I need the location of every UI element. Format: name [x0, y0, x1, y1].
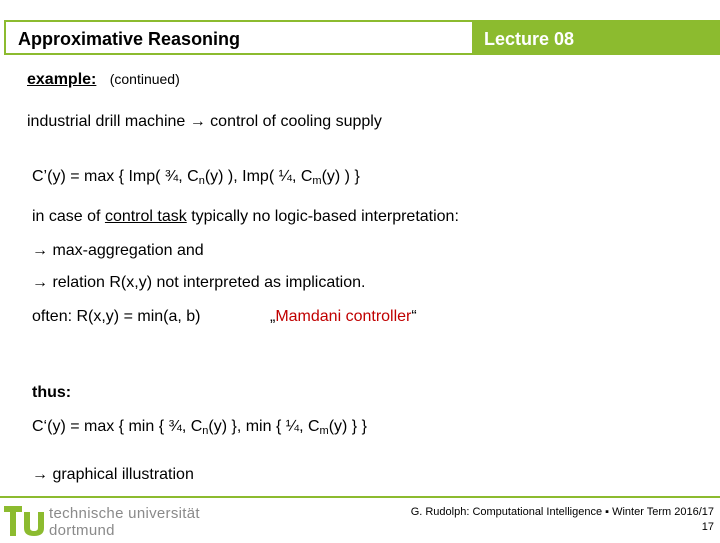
title-box — [4, 20, 472, 55]
continued-label: (continued) — [109, 71, 180, 87]
case-post: typically no logic-based interpretation: — [186, 208, 459, 225]
formula-min-part2: (y) }, min { ¼, C — [208, 418, 320, 435]
lecture-label: Lecture 08 — [484, 29, 575, 49]
formula-imp-sub1: n — [198, 175, 205, 187]
footer-divider — [0, 496, 720, 498]
control-task-term: control task — [104, 208, 187, 225]
example-label: example: — [27, 71, 97, 88]
mamdani-line — [270, 308, 417, 326]
example-heading — [27, 71, 180, 89]
relation-line: → relation R(x,y) not interpreted as implication. — [32, 274, 366, 291]
intro-line: industrial drill machine → control of cooling supply — [27, 113, 382, 130]
formula-imp-sub2: m — [312, 175, 322, 187]
tu-dortmund-logo — [2, 502, 202, 540]
quote-open: „ — [270, 308, 276, 325]
footer-credit-line: G. Rudolph: Computational Intelligence ▪ Winter Term 2016/17 — [410, 506, 714, 518]
page-number: 17 — [701, 521, 714, 533]
quote-close: “ — [411, 308, 417, 325]
case-line — [32, 208, 459, 226]
tu-logo-icon — [2, 502, 48, 538]
logo-university: technische universität — [49, 505, 200, 522]
max-aggregation-line: → max-aggregation and — [32, 242, 204, 259]
graphical-illustration-line: → graphical illustration — [32, 466, 194, 483]
formula-imp-part2: (y) ), Imp( ¼, C — [204, 168, 313, 185]
formula-min — [32, 418, 367, 437]
formula-imp — [32, 168, 360, 187]
thus-label: thus: — [32, 384, 72, 401]
footer-credit — [411, 505, 714, 535]
often-line: often: R(x,y) = min(a, b) — [32, 308, 201, 325]
formula-min-part3: (y) } } — [328, 418, 367, 435]
logo-city: dortmund — [49, 522, 115, 539]
formula-min-sub2: m — [319, 425, 329, 437]
formula-imp-part1: C’(y) = max { Imp( ¾, C — [32, 168, 199, 185]
formula-min-sub1: n — [202, 425, 209, 437]
formula-min-part1: C‘(y) = max { min { ¾, C — [32, 418, 203, 435]
slide-title: Approximative Reasoning — [18, 29, 241, 49]
formula-imp-part3: (y) ) } — [321, 168, 360, 185]
mamdani-controller: Mamdani controller — [275, 308, 412, 325]
lecture-box — [472, 20, 720, 55]
case-pre: in case of — [32, 208, 105, 225]
slide-header — [4, 20, 720, 53]
